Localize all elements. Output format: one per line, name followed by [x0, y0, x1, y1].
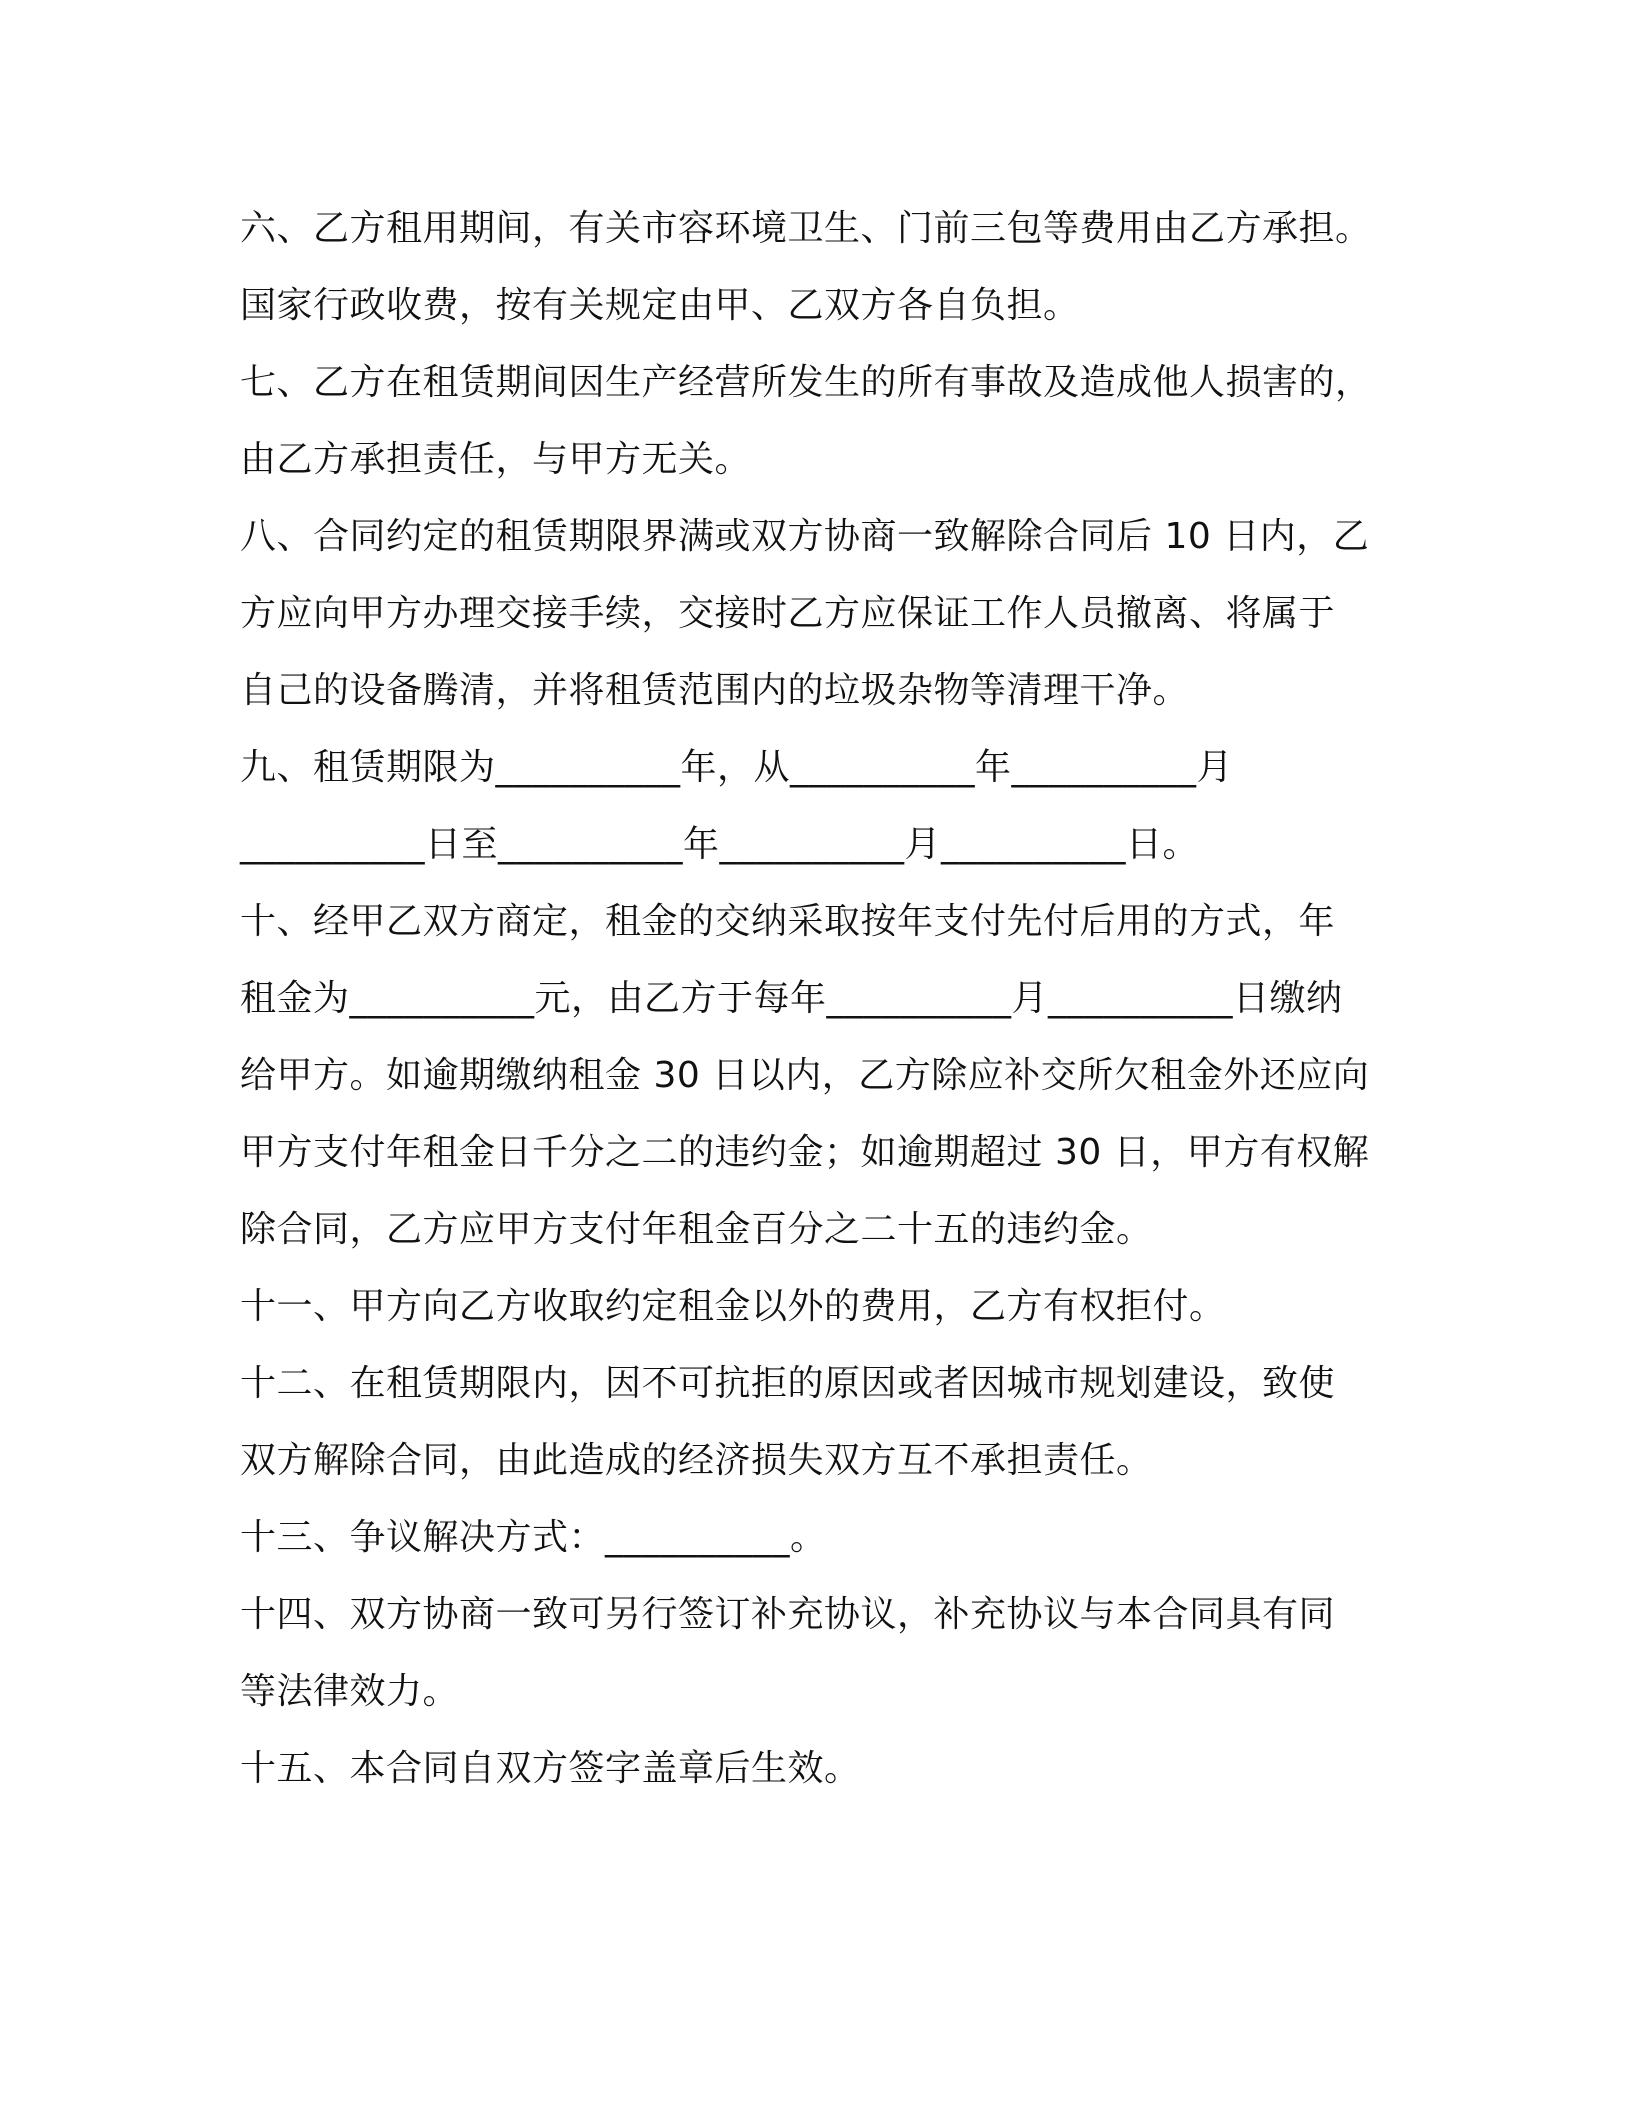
clause-10-line-3: 给甲方。如逾期缴纳租金 30 日以内，乙方除应补交所欠租金外还应向	[240, 1055, 1370, 1096]
clause-8-line-2: 方应向甲方办理交接手续，交接时乙方应保证工作人员撤离、将属于	[240, 593, 1336, 634]
clause-12-line-2: 双方解除合同，由此造成的经济损失双方互不承担责任。	[240, 1440, 1153, 1481]
clause-7-line-1: 七、乙方在租赁期间因生产经营所发生的所有事故及造成他人损害的，	[240, 362, 1372, 403]
clause-10-line-4: 甲方支付年租金日千分之二的违约金；如逾期超过 30 日，甲方有权解	[240, 1132, 1370, 1173]
clause-10-line-5: 除合同，乙方应甲方支付年租金百分之二十五的违约金。	[240, 1209, 1153, 1250]
clause-8-line-1: 八、合同约定的租赁期限界满或双方协商一致解除合同后 10 日内，乙	[240, 516, 1370, 557]
clause-8-line-3: 自己的设备腾清，并将租赁范围内的垃圾杂物等清理干净。	[240, 670, 1190, 711]
clause-6-line-1: 六、乙方租用期间，有关市容环境卫生、门前三包等费用由乙方承担。	[240, 208, 1372, 249]
clause-14-line-2: 等法律效力。	[240, 1671, 460, 1712]
clause-13-line-1: 十三、争议解决方式：__________。	[240, 1517, 827, 1558]
clause-9-line-1: 九、租赁期限为__________年，从__________年__________月	[240, 747, 1234, 788]
clause-10-line-2: 租金为__________元，由乙方于每年__________月__________日缴纳	[240, 978, 1343, 1019]
clause-11-line-1: 十一、甲方向乙方收取约定租金以外的费用，乙方有权拒付。	[240, 1286, 1226, 1327]
clause-12-line-1: 十二、在租赁期限内，因不可抗拒的原因或者因城市规划建设，致使	[240, 1363, 1336, 1404]
clause-10-line-1: 十、经甲乙双方商定，租金的交纳采取按年支付先付后用的方式，年	[240, 901, 1336, 942]
clause-9-line-2: __________日至__________年__________月__________日。	[240, 824, 1200, 865]
clause-7-line-2: 由乙方承担责任，与甲方无关。	[240, 439, 752, 480]
clause-6-line-2: 国家行政收费，按有关规定由甲、乙双方各自负担。	[240, 285, 1080, 326]
document-body	[240, 190, 1400, 1807]
clause-14-line-1: 十四、双方协商一致可另行签订补充协议，补充协议与本合同具有同	[240, 1594, 1336, 1635]
clause-15-line-1: 十五、本合同自双方签字盖章后生效。	[240, 1748, 861, 1789]
